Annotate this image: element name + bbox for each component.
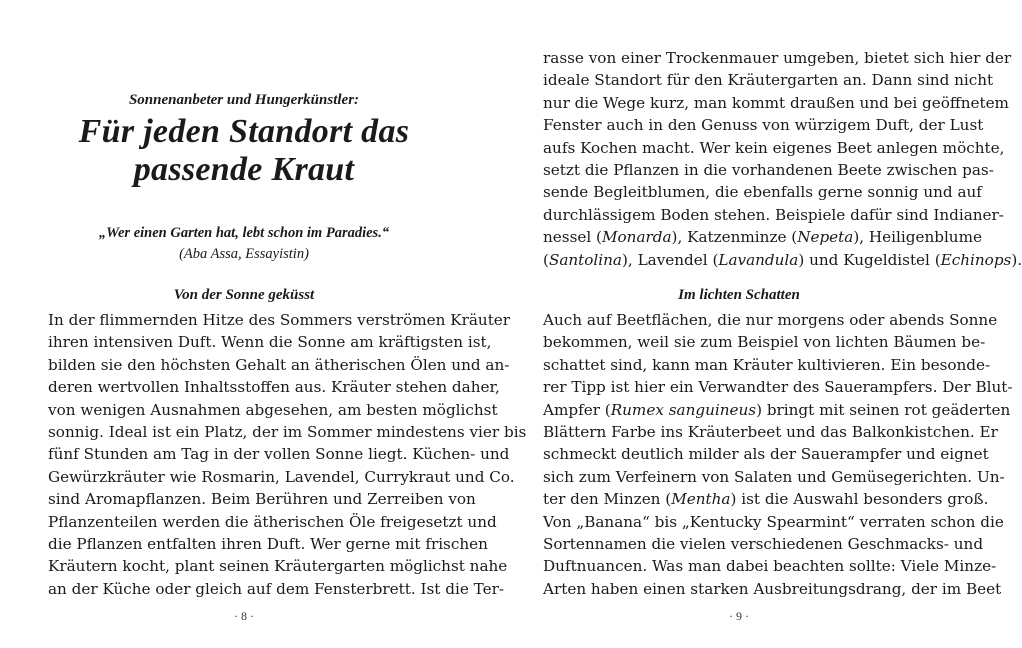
text-line: sich zum Verfeinern von Salaten und Gemüsegerichten. Un- bbox=[543, 467, 1005, 486]
text-line: Kräutern kocht, plant seinen Kräutergarten möglichst nahe bbox=[48, 557, 508, 576]
text-line: Fenster auch in den Genuss von würzigem Duft, der Lust bbox=[543, 116, 984, 135]
page-number: · 8 · bbox=[234, 609, 254, 623]
epigraph-source: (Aba Assa, Essayistin) bbox=[179, 246, 309, 262]
text-line: Auch auf Beetflächen, die nur morgens oder abends Sonne bbox=[543, 311, 998, 329]
chapter-title-line: passende Kraut bbox=[133, 151, 355, 188]
body-text bbox=[48, 309, 527, 600]
chapter-subtitle: Sonnenanbeter und Hungerkünstler: bbox=[128, 92, 360, 108]
epigraph-quote: „Wer einen Garten hat, lebt schon im Paradies.“ bbox=[98, 225, 390, 241]
text-line: fünf Stunden am Tag in der vollen Sonne liegt. Küchen- und bbox=[48, 445, 510, 464]
section-heading: Im lichten Schatten bbox=[678, 287, 800, 303]
chapter-title bbox=[48, 113, 440, 189]
text-line: Von „Banana“ bis „Kentucky Spearmint“ verraten schon die bbox=[543, 512, 1004, 531]
text-line: ihren intensiven Duft. Wenn die Sonne am kräftigsten ist, bbox=[48, 333, 492, 352]
left-page bbox=[48, 0, 527, 648]
text-line: rer Tipp ist hier ein Verwandter des Sauerampfers. Der Blut- bbox=[543, 378, 1013, 397]
text-line: schmeckt deutlich milder als der Sauerampfer und eignet bbox=[543, 445, 989, 464]
text-line: die Pflanzen entfalten ihren Duft. Wer gerne mit frischen bbox=[48, 534, 488, 553]
chapter-title-line: Für jeden Standort das bbox=[78, 113, 410, 150]
right-page bbox=[543, 0, 1022, 648]
text-line: bilden sie den höchsten Gehalt an ätherischen Ölen und an- bbox=[48, 355, 510, 374]
text-line: von wenigen Ausnahmen abgesehen, am besten möglichst bbox=[48, 400, 498, 419]
text-line: sind Aromapflanzen. Beim Berühren und Zerreiben von bbox=[48, 490, 476, 509]
body-text-continued bbox=[543, 47, 1022, 271]
text-line: schattet sind, kann man Kräuter kultivieren. Ein besonde- bbox=[543, 355, 991, 374]
text-line: nur die Wege kurz, man kommt draußen und bei geöffnetem bbox=[543, 93, 1009, 112]
text-line: Sortennamen die vielen verschiedenen Geschmacks- und bbox=[543, 534, 984, 553]
text-line: Duftnuancen. Was man dabei beachten sollte: Viele Minze- bbox=[543, 557, 997, 576]
text-line: deren wertvollen Inhaltsstoffen aus. Kräuter stehen daher, bbox=[48, 378, 500, 397]
text-line: sonnig. Ideal ist ein Platz, der im Sommer mindestens vier bis bbox=[48, 422, 527, 441]
text-line: (Santolina), Lavendel (Lavandula) und Kugeldistel (Echinops). bbox=[543, 250, 1022, 269]
text-line: durchlässigem Boden stehen. Beispiele dafür sind Indianer- bbox=[543, 205, 1004, 224]
text-line: sende Begleitblumen, die ebenfalls gerne sonnig und auf bbox=[543, 183, 982, 202]
text-line: In der flimmernden Hitze des Sommers verströmen Kräuter bbox=[48, 311, 511, 329]
text-line: an der Küche oder gleich auf dem Fensterbrett. Ist die Ter- bbox=[48, 579, 504, 598]
section-heading: Von der Sonne geküsst bbox=[173, 287, 315, 303]
page-number: · 9 · bbox=[729, 609, 749, 623]
text-line: rasse von einer Trockenmauer umgeben, bietet sich hier der bbox=[543, 49, 1012, 67]
text-line: nessel (Monarda), Katzenminze (Nepeta), Heiligenblume bbox=[543, 228, 982, 247]
text-line: Arten haben einen starken Ausbreitungsdrang, der im Beet bbox=[543, 579, 1002, 598]
text-line: bekommen, weil sie zum Beispiel von lichten Bäumen be- bbox=[543, 333, 986, 352]
body-text bbox=[543, 309, 1013, 600]
text-line: Ampfer (Rumex sanguineus) bringt mit seinen rot geäderten bbox=[543, 400, 1011, 419]
text-line: setzt die Pflanzen in die vorhandenen Beete zwischen pas- bbox=[543, 160, 994, 179]
text-line: Pflanzenteilen werden die ätherischen Öle freigesetzt und bbox=[48, 512, 497, 531]
text-line: ideale Standort für den Kräutergarten an. Dann sind nicht bbox=[543, 71, 994, 90]
text-line: ter den Minzen (Mentha) ist die Auswahl besonders groß. bbox=[543, 490, 989, 509]
text-line: Blättern Farbe ins Kräuterbeet und das Balkonkistchen. Er bbox=[543, 422, 998, 441]
text-line: aufs Kochen macht. Wer kein eigenes Beet anlegen möchte, bbox=[543, 138, 1005, 157]
text-line: Gewürzkräuter wie Rosmarin, Lavendel, Currykraut und Co. bbox=[48, 467, 515, 486]
